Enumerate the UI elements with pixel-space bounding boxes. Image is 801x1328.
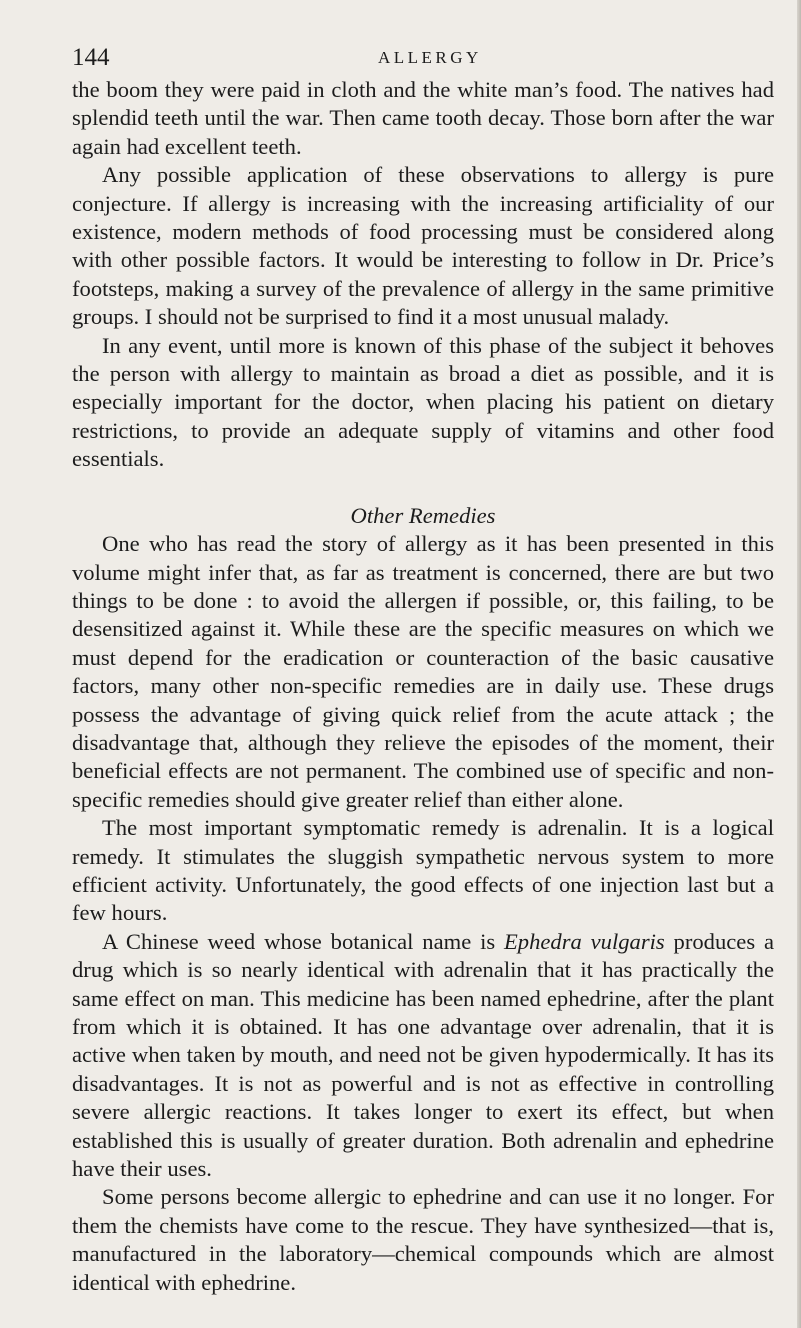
paragraph: In any event, until more is known of this phase of the subject it behoves the person with allergy to maintain as broad a diet as possible, and it is especially important for the doctor, when placing his patient on dietary restrictions, to provide an adequate supply of vitamins and other food essentials. — [72, 332, 774, 472]
paragraph: the boom they were paid in cloth and the white man’s food. The natives had splendid teeth until the war. Then came tooth decay. Those born after the war again had excellent teeth. — [72, 77, 774, 159]
species-name: Ephedra vulgaris — [503, 928, 665, 954]
paragraph — [72, 928, 774, 1184]
body-text — [72, 76, 774, 1297]
paragraph: Some persons become allergic to ephedrine and can use it no longer. For them the chemists have come to the rescue. They have synthesized—that is, manufactured in the laboratory—chemical compounds which are almost identical with ephedrine. — [72, 1184, 774, 1295]
paragraph-text: A Chinese weed whose botanical name is — [102, 928, 504, 954]
page-number: 144 — [72, 44, 110, 71]
running-head: ALLERGY — [378, 48, 482, 67]
paragraph: Any possible application of these observations to allergy is pure conjecture. If allergy is increasing with the increasing artificiality of our existence, modern methods of food processing must be considered along with other possible factors. It would be interesting to follow in Dr. Price’s footsteps, making a survey of the prevalence of allergy in the same primitive groups. I should not be surprised to find it a most unusual malady. — [72, 162, 774, 330]
paragraph: One who has read the story of allergy as it has been presented in this volume might infer that, as far as treatment is concerned, there are but two things to be done : to avoid the allergen if possible, or, this failing, to be desensitized against it. While these are the specific measures on which we must depend for the eradication or counteraction of the basic causative factors, many other non-specific remedies are in daily use. These drugs possess the advantage of giving quick relief from the acute attack ; the disadvantage that, although they relieve the episodes of the moment, their beneficial effects are not permanent. The combined use of specific and non-specific remedies should give greater relief than either alone. — [72, 531, 774, 812]
section-heading: Other Remedies — [350, 502, 496, 528]
paragraph-text: produces a drug which is so nearly identical with adrenalin that it has practically the same effect on man. This medicine has been named ephedrine, after the plant from which it is obtained. It has one advantage over adrenalin, that it is active when taken by mouth, and need not be given hypodermically. It has its disadvantages. It is not as powerful and is not as effective in controlling severe allergic reactions. It takes longer to exert its effect, but when established this is usually of greater duration. Both adrenalin and ephedrine have their uses. — [72, 928, 774, 1182]
paragraph: The most important symptomatic remedy is adrenalin. It is a logical remedy. It stimulates the sluggish sympathetic nervous system to more efficient activity. Unfortunately, the good effects of one injection last but a few hours. — [72, 815, 774, 926]
page-header — [72, 44, 772, 72]
page-edge — [797, 0, 801, 1328]
